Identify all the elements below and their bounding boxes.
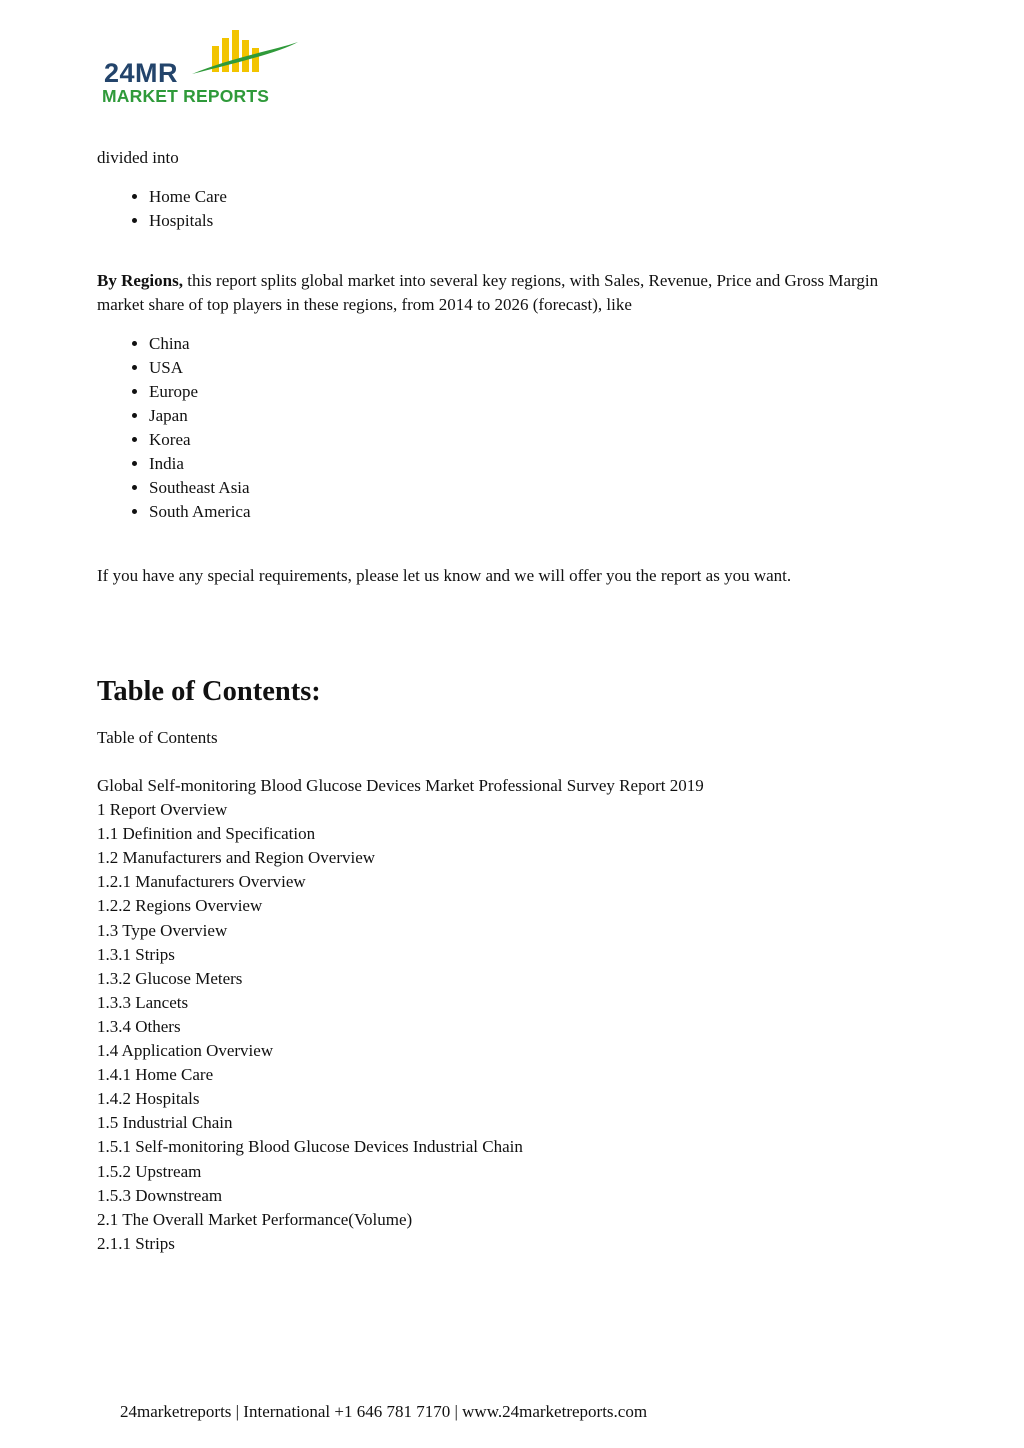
list-item: • Europe	[149, 380, 927, 404]
toc-line: 2.1 The Overall Market Performance(Volume)	[97, 1209, 413, 1229]
toc-line: 1.3.1 Strips	[97, 944, 175, 964]
regions-text: this report splits global market into several key regions, with Sales, Revenue, Price and Gross Margin market share of top players in these regions, from 2014 to 2026 (forecast), like	[97, 271, 879, 314]
toc-line: 1.3.3 Lancets	[97, 992, 189, 1012]
list-item: • Japan	[149, 404, 927, 428]
logo-sub-text: MARKET REPORTS	[102, 86, 270, 106]
list-item: • Home Care	[149, 185, 927, 209]
toc-heading: Table of Contents:	[97, 676, 321, 707]
toc-line: 1 Report Overview	[97, 800, 228, 820]
toc-line: 1.3 Type Overview	[97, 920, 228, 940]
list-item: • USA	[149, 356, 927, 380]
list-item: • Southeast Asia	[149, 476, 927, 500]
toc-line: Global Self-monitoring Blood Glucose Devices Market Professional Survey Report 2019	[97, 776, 704, 795]
toc-line: 1.2 Manufacturers and Region Overview	[97, 848, 376, 868]
toc-line: 1.5.1 Self-monitoring Blood Glucose Devices Industrial Chain	[97, 1137, 523, 1157]
toc-line: 1.2.1 Manufacturers Overview	[97, 872, 306, 892]
logo-main-text: 24MR	[104, 58, 179, 88]
application-list	[97, 185, 927, 233]
toc-line: 2.1.1 Strips	[97, 1233, 175, 1253]
toc-line: 1.5.3 Downstream	[97, 1185, 223, 1205]
list-item: • India	[149, 452, 927, 476]
footer-contact: 24marketreports | International +1 646 781 7170 | www.24marketreports.com	[120, 1402, 648, 1421]
regions-list	[97, 332, 927, 524]
toc-line: 1.4.1 Home Care	[97, 1065, 214, 1085]
list-item: • South America	[149, 500, 927, 524]
toc-line: 1.1 Definition and Specification	[97, 824, 316, 844]
toc-line: 1.4 Application Overview	[97, 1041, 274, 1061]
intro-text: divided into	[97, 148, 179, 167]
list-item: • China	[149, 332, 927, 356]
toc-line: 1.3.4 Others	[97, 1016, 181, 1036]
logo	[100, 28, 305, 108]
toc-line: 1.2.2 Regions Overview	[97, 896, 263, 916]
list-item: • Hospitals	[149, 209, 927, 233]
toc-line: 1.3.2 Glucose Meters	[97, 968, 243, 988]
toc-line: 1.5 Industrial Chain	[97, 1113, 233, 1133]
toc-list	[97, 774, 927, 1256]
document-body	[97, 146, 927, 1256]
list-item: • Korea	[149, 428, 927, 452]
special-requirements-text: If you have any special requirements, please let us know and we will offer you the report as you want.	[97, 566, 792, 585]
regions-bold-lead: By Regions,	[97, 271, 183, 290]
toc-label: Table of Contents	[97, 728, 218, 747]
toc-line: 1.4.2 Hospitals	[97, 1089, 200, 1109]
regions-paragraph	[97, 269, 927, 317]
toc-line: 1.5.2 Upstream	[97, 1161, 202, 1181]
